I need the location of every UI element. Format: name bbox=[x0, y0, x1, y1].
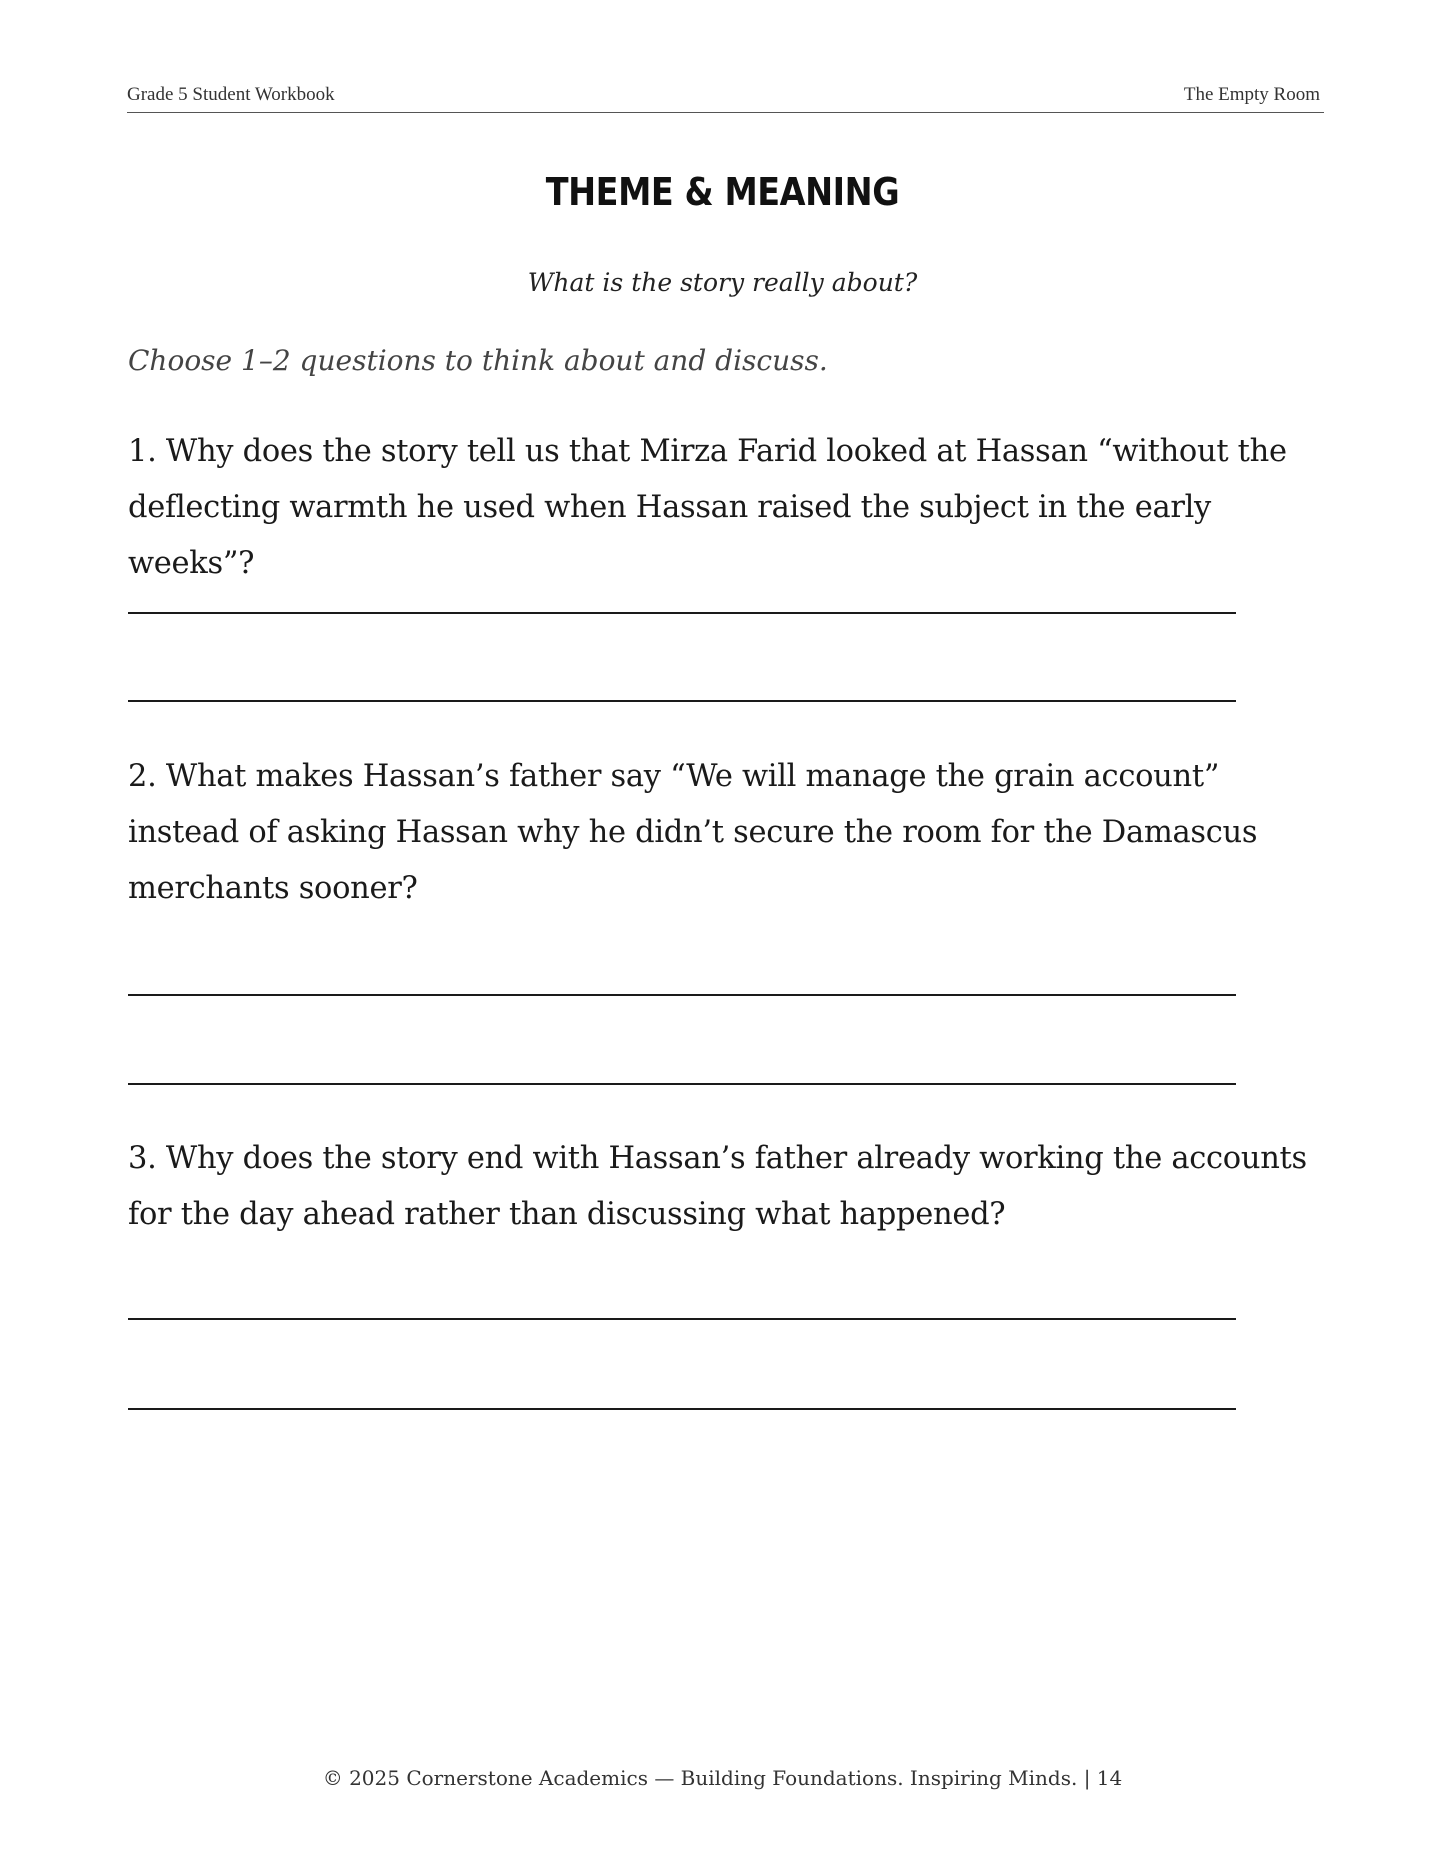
question-1: 1. Why does the story tell us that Mirza Farid looked at Hassan “without the deflecting warmth he used when Hassan raised the subject in the early weeks”? bbox=[128, 434, 1287, 581]
question-2: 2. What makes Hassan’s father say “We will manage the grain account” instead of asking Hassan why he didn’t secure the room for the Damascus merchants sooner? bbox=[128, 759, 1258, 906]
header-workbook-title: Grade 5 Student Workbook bbox=[127, 84, 335, 105]
header-story-title: The Empty Room bbox=[1183, 84, 1320, 105]
answer-line-2a[interactable] bbox=[128, 994, 1236, 996]
page-title: THEME & MEANING bbox=[545, 170, 900, 214]
instructions-text: Choose 1–2 questions to think about and discuss. bbox=[128, 344, 828, 377]
answer-line-3a[interactable] bbox=[128, 1318, 1236, 1320]
answer-line-3b[interactable] bbox=[128, 1408, 1236, 1410]
page-header bbox=[127, 84, 1324, 113]
page-subtitle: What is the story really about? bbox=[527, 268, 918, 297]
page-footer: © 2025 Cornerstone Academics — Building Foundations. Inspiring Minds. | 14 bbox=[322, 1766, 1123, 1790]
answer-line-2b[interactable] bbox=[128, 1083, 1236, 1085]
question-3: 3. Why does the story end with Hassan’s father already working the accounts for the day ahead rather than discussing what happened? bbox=[128, 1141, 1307, 1232]
answer-line-1a[interactable] bbox=[128, 612, 1236, 614]
answer-line-1b[interactable] bbox=[128, 700, 1236, 702]
